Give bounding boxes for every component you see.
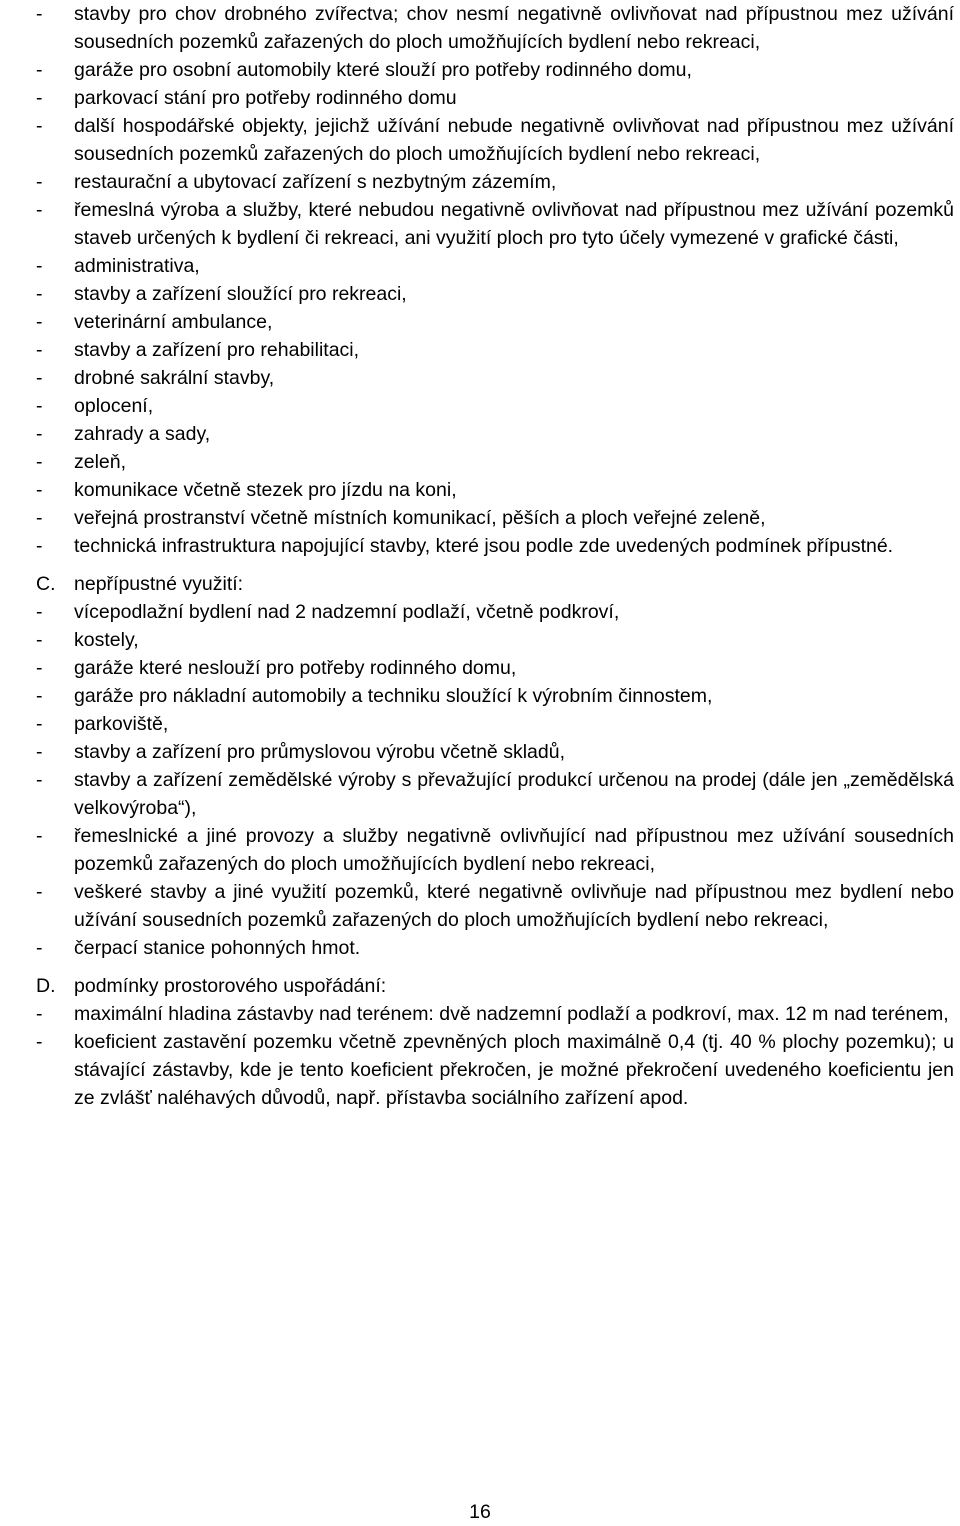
list-item-text: technická infrastruktura napojující stavby, které jsou podle zde uvedených podmínek přípustné.: [74, 535, 894, 557]
list-item: [0, 504, 960, 532]
list-item-text: oplocení,: [74, 395, 154, 417]
list-bullet-dash: -: [36, 1003, 43, 1025]
list-item-text: čerpací stanice pohonných hmot.: [74, 937, 361, 959]
list-item-text: řemeslnické a jiné provozy a služby negativně ovlivňující nad přípustnou mez užívání sousedních pozemků zařazených do ploch umožňujících bydlení nebo rekreaci,: [74, 825, 954, 875]
list-bullet-dash: -: [36, 825, 43, 847]
list-item-text: další hospodářské objekty, jejichž užívání nebude negativně ovlivňovat nad přípustnou mez užívání sousedních pozemků zařazených do ploch umožňujících bydlení nebo rekreaci,: [74, 115, 954, 165]
list-bullet-dash: -: [36, 283, 43, 305]
list-item: [0, 56, 960, 84]
list-item: [0, 532, 960, 560]
section-c-letter: C.: [36, 573, 56, 595]
list-item-text: maximální hladina zástavby nad terénem: dvě nadzemní podlaží a podkroví, max. 12 m nad terénem,: [74, 1003, 949, 1025]
section-c-title: nepřípustné využití:: [74, 573, 244, 595]
list-item: [0, 1028, 960, 1112]
list-item: [0, 0, 960, 56]
list-item-text: stavby a zařízení pro rehabilitaci,: [74, 339, 360, 361]
list-bullet-dash: -: [36, 395, 43, 417]
list-item: [0, 598, 960, 626]
section-d-letter: D.: [36, 975, 56, 997]
list-bullet-dash: -: [36, 423, 43, 445]
list-item-text: garáže pro osobní automobily které slouží pro potřeby rodinného domu,: [74, 59, 692, 81]
list-item: [0, 336, 960, 364]
list-item-text: garáže pro nákladní automobily a techniku sloužící k výrobním činnostem,: [74, 685, 713, 707]
list-bullet-dash: -: [36, 199, 43, 221]
list-item-text: garáže které neslouží pro potřeby rodinného domu,: [74, 657, 517, 679]
list-item-text: řemeslná výroba a služby, které nebudou negativně ovlivňovat nad přípustnou mez užívání pozemků staveb určených k bydlení či rekreaci, ani využití ploch pro tyto účely vymezené v grafické části,: [74, 199, 954, 249]
list-item-text: veterinární ambulance,: [74, 311, 273, 333]
list-item: [0, 280, 960, 308]
list-item-text: parkovací stání pro potřeby rodinného domu: [74, 87, 457, 109]
list-bullet-dash: -: [36, 657, 43, 679]
list-item: [0, 766, 960, 822]
spatial-conditions-list: [0, 1000, 960, 1112]
list-bullet-dash: -: [36, 685, 43, 707]
list-item-text: stavby a zařízení pro průmyslovou výrobu včetně skladů,: [74, 741, 565, 763]
list-item: [0, 822, 960, 878]
list-bullet-dash: -: [36, 311, 43, 333]
section-d-title: podmínky prostorového uspořádání:: [74, 975, 387, 997]
list-item: [0, 682, 960, 710]
list-item-text: veřejná prostranství včetně místních komunikací, pěších a ploch veřejné zeleně,: [74, 507, 766, 529]
list-bullet-dash: -: [36, 59, 43, 81]
list-item: [0, 710, 960, 738]
list-item-text: zeleň,: [74, 451, 127, 473]
list-bullet-dash: -: [36, 507, 43, 529]
list-bullet-dash: -: [36, 881, 43, 903]
page-number: 16: [469, 1501, 491, 1523]
list-item: [0, 308, 960, 336]
list-item: [0, 196, 960, 252]
section-d-heading: [0, 972, 960, 1000]
list-item: [0, 448, 960, 476]
section-c-heading: [0, 570, 960, 598]
list-item-text: administrativa,: [74, 255, 200, 277]
list-bullet-dash: -: [36, 741, 43, 763]
list-item-text: stavby a zařízení zemědělské výroby s převažující produkcí určenou na prodej (dále jen „zemědělská velkovýroba“),: [74, 769, 954, 819]
list-item: [0, 364, 960, 392]
list-bullet-dash: -: [36, 937, 43, 959]
list-item: [0, 738, 960, 766]
list-item-text: veškeré stavby a jiné využití pozemků, které negativně ovlivňuje nad přípustnou mez bydlení nebo užívání sousedních pozemků zařazených do ploch umožňujících bydlení nebo rekreaci,: [74, 881, 954, 931]
list-bullet-dash: -: [36, 171, 43, 193]
list-item: [0, 934, 960, 962]
list-item-text: stavby a zařízení sloužící pro rekreaci,: [74, 283, 407, 305]
list-item: [0, 392, 960, 420]
list-bullet-dash: -: [36, 713, 43, 735]
list-item-text: koeficient zastavění pozemku včetně zpevněných ploch maximálně 0,4 (tj. 40 % plochy pozemku); u stávající zástavby, kde je tento koeficient překročen, je možné překročení uvedeného koeficientu jen ze zvlášť naléhavých důvodů, např. přístavba sociálního zařízení apod.: [74, 1031, 954, 1109]
list-item-text: drobné sakrální stavby,: [74, 367, 275, 389]
list-bullet-dash: -: [36, 339, 43, 361]
list-bullet-dash: -: [36, 1031, 43, 1053]
list-item-text: zahrady a sady,: [74, 423, 211, 445]
list-item-text: parkoviště,: [74, 713, 169, 735]
list-bullet-dash: -: [36, 255, 43, 277]
list-item-text: stavby pro chov drobného zvířectva; chov nesmí negativně ovlivňovat nad přípustnou mez užívání sousedních pozemků zařazených do ploch umožňujících bydlení nebo rekreaci,: [74, 3, 954, 53]
list-item-text: vícepodlažní bydlení nad 2 nadzemní podlaží, včetně podkroví,: [74, 601, 620, 623]
list-item: [0, 476, 960, 504]
list-bullet-dash: -: [36, 87, 43, 109]
list-bullet-dash: -: [36, 115, 43, 137]
list-bullet-dash: -: [36, 769, 43, 791]
list-bullet-dash: -: [36, 535, 43, 557]
allowed-uses-list: [0, 0, 960, 560]
prohibited-uses-list: [0, 598, 960, 962]
list-bullet-dash: -: [36, 479, 43, 501]
list-item-text: restaurační a ubytovací zařízení s nezbytným zázemím,: [74, 171, 557, 193]
list-item: [0, 626, 960, 654]
list-item: [0, 168, 960, 196]
list-item: [0, 420, 960, 448]
list-bullet-dash: -: [36, 601, 43, 623]
list-item: [0, 654, 960, 682]
list-item: [0, 1000, 960, 1028]
list-item: [0, 84, 960, 112]
list-item-text: kostely,: [74, 629, 139, 651]
list-item: [0, 252, 960, 280]
list-item: [0, 112, 960, 168]
list-bullet-dash: -: [36, 3, 43, 25]
list-item-text: komunikace včetně stezek pro jízdu na koni,: [74, 479, 457, 501]
list-bullet-dash: -: [36, 451, 43, 473]
list-bullet-dash: -: [36, 629, 43, 651]
list-item: [0, 878, 960, 934]
list-bullet-dash: -: [36, 367, 43, 389]
